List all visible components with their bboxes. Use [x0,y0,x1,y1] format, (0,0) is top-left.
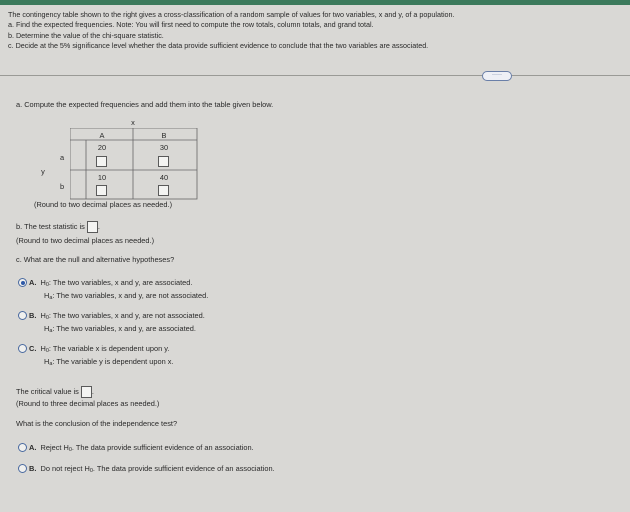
conclusion-a-sub: 0 [68,447,72,453]
expected-a-a-input[interactable] [96,156,107,167]
hypothesis-option-a-radio[interactable] [18,278,27,287]
intro-line-1: The contingency table shown to the right gives a cross-classification of a random sample of values for two variables, x and y, of a population. [8,10,455,19]
table-y-label: y [41,167,45,176]
top-bar [0,0,630,5]
option-c-h0-text: The variable x is dependent upon y. [52,344,170,353]
period: . [91,386,94,396]
hypothesis-option-a-ha: $H_a$: The two variables, x and y, are not associated. [44,291,209,301]
part-c-question: c. What are the null and alternative hypotheses? [16,255,175,264]
conclusion-option-b [29,464,275,474]
option-b-h0-text: The two variables, x and y, are not associated. [52,311,205,320]
critical-value-line [16,386,94,398]
h0-subscript: 0 [45,282,49,288]
option-a-letter: A. [29,278,37,287]
conclusion-option-b-radio[interactable] [18,464,27,473]
ha-symbol: H [44,291,50,300]
option-b-letter: B. [29,311,37,320]
option-a-h0-text: The two variables, x and y, are associated. [52,278,193,287]
ha-symbol: H [44,324,50,333]
observed-a-a: 20 [97,143,107,152]
hypothesis-option-b-radio[interactable] [18,311,27,320]
part-a-prompt: a. Compute the expected frequencies and add them into the table given below. [16,100,274,109]
intro-line-2: a. Find the expected frequencies. Note: You will first need to compute the row totals, column totals, and grand total. [8,20,374,30]
critical-value-input[interactable] [81,386,92,398]
option-c-letter: C. [29,344,37,353]
expected-a-b-input[interactable] [158,156,169,167]
section-divider [0,75,630,76]
critical-value-prompt: The critical value is [16,386,79,396]
col-header-b: B [161,131,167,140]
h0-subscript: 0 [45,348,49,354]
ha-subscript: a [49,361,53,367]
ha-symbol: H [44,357,50,366]
observed-a-b: 30 [159,143,169,152]
intro-line-3: b. Determine the value of the chi-square statistic. [8,30,164,40]
conclusion-option-a [29,443,254,453]
expected-b-b-input[interactable] [158,185,169,196]
observed-b-b: 40 [159,173,169,182]
conclusion-a-letter: A. [29,443,37,452]
expected-b-a-input[interactable] [96,185,107,196]
conclusion-b-pre: Do not reject H [40,464,90,473]
conclusion-a-pre: Reject H [40,443,69,452]
option-c-ha-text: The variable y is dependent upon x. [56,357,174,366]
conclusion-option-a-radio[interactable] [18,443,27,452]
observed-b-a: 10 [97,173,107,182]
hypothesis-option-b-ha: $H_a$: The two variables, x and y, are associated. [44,324,196,334]
part-a-rounding-note: (Round to two decimal places as needed.) [34,200,173,209]
hypothesis-option-a-h0: A. $H_0$: The two variables, x and y, are associated. [29,278,193,288]
conclusion-question: What is the conclusion of the independence test? [16,419,178,428]
hypothesis-option-c-radio[interactable] [18,344,27,353]
option-b-ha-text: The two variables, x and y, are associated. [56,324,196,333]
option-a-ha-text: The two variables, x and y, are not associated. [56,291,209,300]
critical-rounding-note: (Round to three decimal places as needed.) [16,399,160,408]
conclusion-b-post: . The data provide sufficient evidence of an association. [92,464,275,473]
row-header-b: b [59,182,65,191]
h0-subscript: 0 [45,315,49,321]
test-statistic-input[interactable] [87,221,98,233]
table-x-label: x [131,118,135,127]
hypothesis-option-b-h0: B. $H_0$: The two variables, x and y, are not associated. [29,311,205,321]
conclusion-b-letter: B. [29,464,37,473]
expand-more-button[interactable]: ····· [482,71,512,81]
hypothesis-option-c-ha: $H_a$: The variable y is dependent upon x. [44,357,174,367]
problem-instructions [8,10,618,52]
h0-symbol: H [40,311,46,320]
part-b-line [16,221,100,233]
ha-subscript: a [49,328,53,334]
row-header-a: a [59,153,65,162]
col-header-a: A [99,131,105,140]
hypothesis-option-c-h0: C. $H_0$: The variable x is dependent upon y. [29,344,170,354]
ha-subscript: a [49,295,53,301]
conclusion-b-sub: 0 [89,468,93,474]
h0-symbol: H [40,278,46,287]
intro-line-4: c. Decide at the 5% significance level whether the data provide sufficient evidence to conclude that the two variables are associated. [8,41,429,51]
h0-symbol: H [40,344,46,353]
period: . [97,221,100,231]
part-b-prompt: b. The test statistic is [16,221,85,231]
part-b-rounding-note: (Round to two decimal places as needed.) [16,236,155,245]
conclusion-a-post: . The data provide sufficient evidence of an association. [71,443,254,452]
